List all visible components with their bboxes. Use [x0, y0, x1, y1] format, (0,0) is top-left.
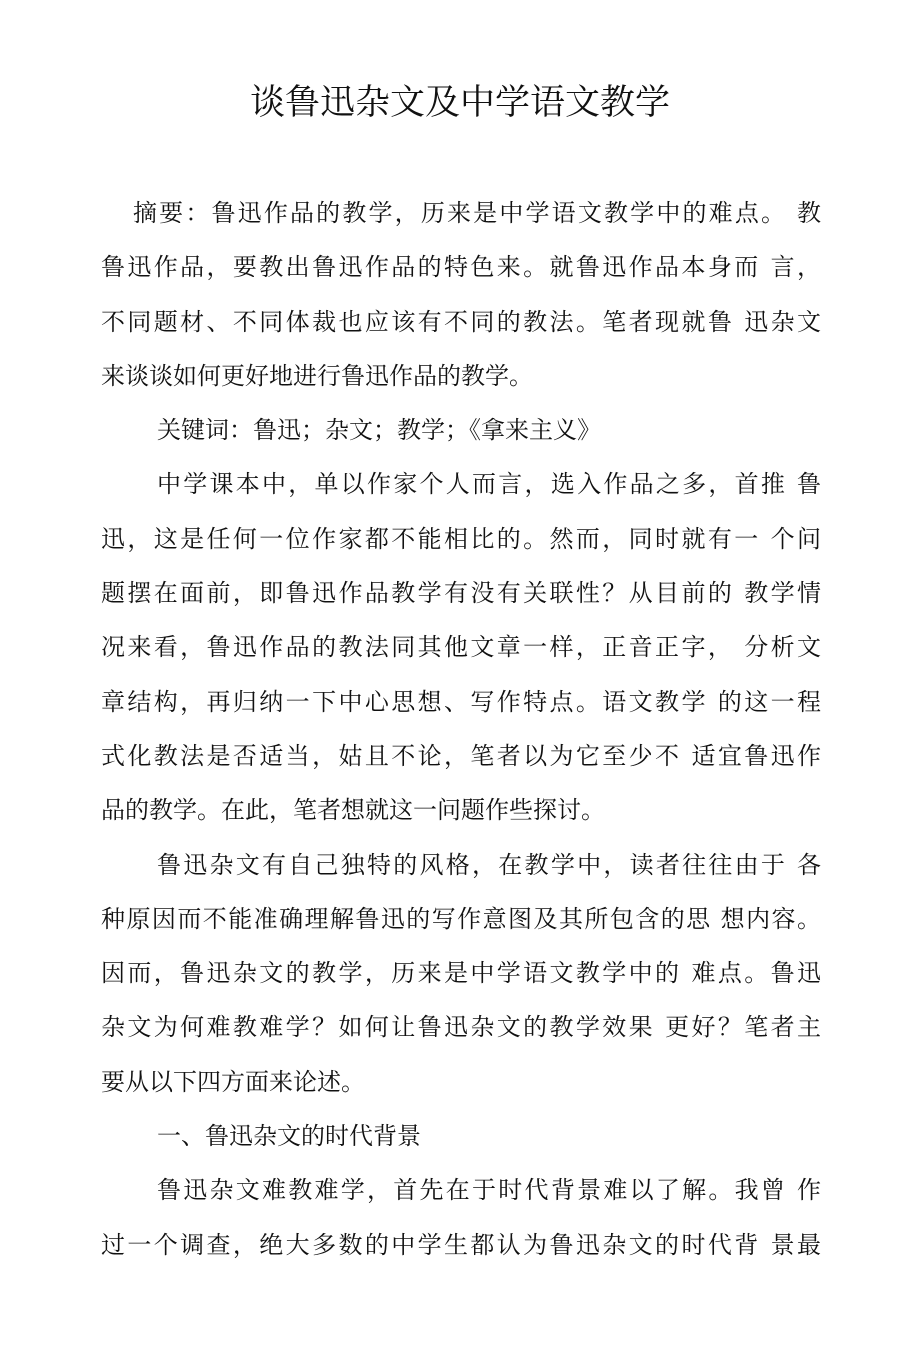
document-title: 谈鲁迅杂文及中学语文教学: [249, 83, 670, 123]
paragraph-line: 章结构，再归纳一下中心思想、写作特点。语文教学 的这一程: [101, 687, 821, 716]
paragraph-line: 题摆在面前，即鲁迅作品教学有没有关联性？从目前的 教学情: [101, 579, 821, 608]
paragraph-line: 品的教学。在此，笔者想就这一问题作些探讨。: [101, 796, 605, 825]
paragraph-line: 因而，鲁迅杂文的教学，历来是中学语文教学中的 难点。鲁迅: [101, 959, 821, 988]
abstract-line: 摘要：鲁迅作品的教学，历来是中学语文教学中的难点。 教: [133, 199, 821, 227]
paragraph-line: 过一个调查，绝大多数的中学生都认为鲁迅杂文的时代背 景最: [101, 1230, 821, 1259]
paragraph-line: 式化教法是否适当，姑且不论，笔者以为它至少不 适宜鲁迅作: [101, 741, 821, 770]
paragraph-line: 中学课本中，单以作家个人而言，选入作品之多，首推 鲁: [157, 470, 821, 499]
abstract-line: 来谈谈如何更好地进行鲁迅作品的教学。: [101, 361, 533, 390]
keywords-line: 关键词：鲁迅；杂文；教学；《拿来主义》: [157, 416, 601, 445]
paragraph-line: 要从以下四方面来论述。: [101, 1067, 365, 1096]
paragraph-line: 况来看，鲁迅作品的教法同其他文章一样，正音正字， 分析文: [101, 633, 821, 662]
paragraph-line: 鲁迅杂文难教难学，首先在于时代背景难以了解。我曾 作: [157, 1176, 821, 1205]
document-body: [101, 186, 821, 1272]
paragraph-line: 迅，这是任何一位作家都不能相比的。然而，同时就有一 个问: [101, 524, 821, 553]
paragraph-line: 杂文为何难教难学？如何让鲁迅杂文的教学效果 更好？笔者主: [101, 1013, 821, 1042]
paragraph-line: 种原因而不能准确理解鲁迅的写作意图及其所包含的思 想内容。: [101, 904, 821, 933]
abstract-line: 不同题材、不同体裁也应该有不同的教法。笔者现就鲁 迅杂文: [101, 307, 821, 336]
section-heading: 一、鲁迅杂文的时代背景: [157, 1122, 421, 1151]
paragraph-line: 鲁迅杂文有自己独特的风格，在教学中，读者往往由于 各: [157, 850, 821, 879]
abstract-line: 鲁迅作品，要教出鲁迅作品的特色来。就鲁迅作品本身而 言，: [101, 253, 821, 282]
